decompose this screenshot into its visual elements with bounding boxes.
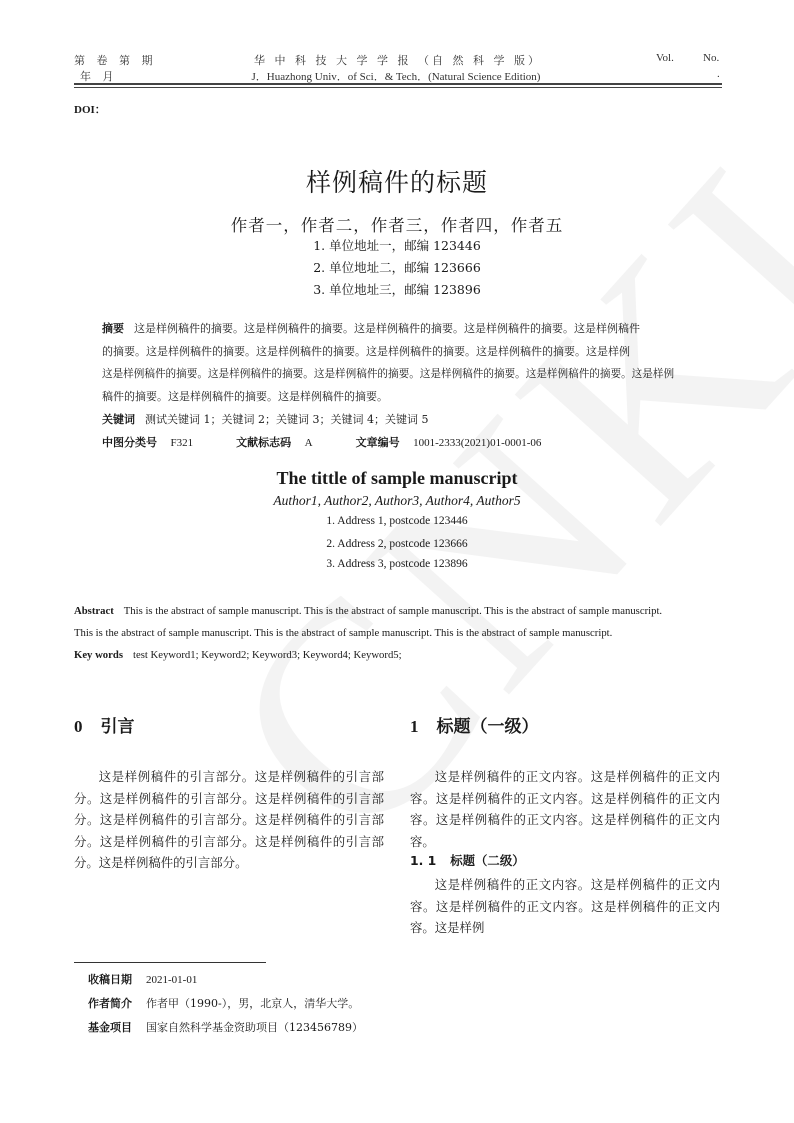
abstract-cn-label: 摘要 xyxy=(102,322,124,335)
abstract-cn-line-2: 的摘要。这是样例稿件的摘要。这是样例稿件的摘要。这是样例稿件的摘要。这是样例稿件的摘要。这是样例 xyxy=(102,344,630,358)
clc-label: 中图分类号 xyxy=(102,435,157,449)
affiliation-en-3: 3. Address 3, postcode 123896 xyxy=(326,558,468,570)
abstract-en-line-1 xyxy=(74,600,734,622)
subsection-1-1-title: 标题（二级） xyxy=(450,853,525,868)
section-0-body: 这是样例稿件的引言部分。这是样例稿件的引言部分。这是样例稿件的引言部分。这是样例稿件的引言部分。这是样例稿件的引言部分。这是样例稿件的引言部分。这是样例稿件的引言部分。这是样例稿件的引言部分。这是样例稿件的引言部分。 xyxy=(74,769,384,871)
article-number-label: 文章编号 xyxy=(355,435,400,449)
section-1-body: 这是样例稿件的正文内容。这是样例稿件的正文内容。这是样例稿件的正文内容。这是样例稿件的正文内容。这是样例稿件的正文内容。这是样例稿件的正文内容。 xyxy=(410,769,720,849)
footnotes xyxy=(88,968,688,1040)
subsection-1-1-body: 这是样例稿件的正文内容。这是样例稿件的正文内容。这是样例稿件的正文内容。这是样例稿件的正文内容。这是样例 xyxy=(410,877,720,936)
received-value: 2021-01-01 xyxy=(146,974,198,986)
title-en: The tittle of sample manuscript xyxy=(276,468,518,488)
abstract-en-label: Abstract xyxy=(74,605,114,617)
subsection-1-1-number: 1. 1 xyxy=(410,853,437,868)
header-issue: 第 卷 第 期 xyxy=(74,54,157,67)
header-journal-cn: 华 中 科 技 大 学 学 报 （自 然 科 学 版） xyxy=(254,54,542,67)
doi-label: DOI： xyxy=(74,104,106,116)
footnote-received xyxy=(88,968,688,992)
header-year-month: 年 月 xyxy=(80,70,118,83)
subsection-1-1-heading xyxy=(410,851,525,869)
title-cn: 样例稿件的标题 xyxy=(305,168,488,197)
section-1-heading xyxy=(410,712,539,737)
keywords-cn xyxy=(102,409,702,432)
abstract-en-text-1: This is the abstract of sample manuscript. This is the abstract of sample manuscript. This is the abstract of sample manuscript. xyxy=(123,605,663,617)
keywords-en-label: Key words xyxy=(74,649,123,661)
keywords-en-text: test Keyword1; Keyword2; Keyword3; Keyword4; Keyword5; xyxy=(132,649,402,661)
abstract-cn-text-1: 这是样例稿件的摘要。这是样例稿件的摘要。这是样例稿件的摘要。这是样例稿件的摘要。这是样例稿件 xyxy=(134,322,640,335)
section-0-number: 0 xyxy=(74,717,83,736)
header-rule-thin xyxy=(74,87,722,88)
doc-code-label: 文献标志码 xyxy=(236,435,292,449)
abstract-cn-line-1 xyxy=(102,318,702,341)
footnote-fund xyxy=(88,1016,688,1040)
abstract-cn-line-3: 这是样例稿件的摘要。这是样例稿件的摘要。这是样例稿件的摘要。这是样例稿件的摘要。这是样例稿件的摘要。这是样例 xyxy=(102,368,675,381)
section-1-title: 标题（一级） xyxy=(436,717,539,737)
fund-value: 国家自然科学基金资助项目（123456789） xyxy=(146,1021,363,1034)
author-bio-label: 作者简介 xyxy=(88,997,132,1010)
affiliation-cn-3: 3. 单位地址三，邮编 123896 xyxy=(313,282,481,297)
header-dot: . xyxy=(717,68,720,80)
affiliation-cn-1: 1. 单位地址一，邮编 123446 xyxy=(313,238,481,253)
section-0-heading xyxy=(74,712,135,737)
header-volume: Vol. xyxy=(656,52,674,64)
clc-value: F321 xyxy=(170,436,194,449)
classification-row xyxy=(102,432,702,455)
abstract-cn xyxy=(102,318,702,454)
author-bio-value: 作者甲（1990-），男，北京人，清华大学。 xyxy=(146,997,360,1010)
article-number-value: 1001-2333(2021)01-0001-06 xyxy=(413,436,542,449)
abstract-en-line-2: This is the abstract of sample manuscript. This is the abstract of sample manuscript. This is the abstract of sample manuscript. xyxy=(74,627,613,639)
fund-label: 基金项目 xyxy=(88,1021,132,1034)
header-rule-thick xyxy=(74,83,722,85)
keywords-cn-label: 关键词 xyxy=(102,412,135,426)
section-1-number: 1 xyxy=(410,717,419,736)
authors-cn: 作者一，作者二，作者三，作者四，作者五 xyxy=(230,216,564,235)
footnote-rule xyxy=(74,962,266,963)
affiliation-en-1: 1. Address 1, postcode 123446 xyxy=(326,515,468,527)
affiliation-cn-2: 2. 单位地址二，邮编 123666 xyxy=(313,260,481,275)
header-journal-en: J．Huazhong Univ．of Sci．& Tech．(Natural Science Edition) xyxy=(251,71,541,83)
footnote-author xyxy=(88,992,688,1016)
doc-code-value: A xyxy=(304,436,313,449)
authors-en: Author1, Author2, Author3, Author4, Author5 xyxy=(273,493,521,508)
section-0-title: 引言 xyxy=(100,717,135,737)
keywords-cn-text: 测试关键词 1；关键词 2；关键词 3；关键词 4；关键词 5 xyxy=(145,412,429,426)
keywords-en xyxy=(74,644,734,666)
header-number: No. xyxy=(703,52,720,64)
received-label: 收稿日期 xyxy=(88,973,132,986)
affiliation-en-2: 2. Address 2, postcode 123666 xyxy=(326,538,468,550)
abstract-cn-line-4: 稿件的摘要。这是样例稿件的摘要。这是样例稿件的摘要。 xyxy=(102,390,388,404)
abstract-en xyxy=(74,600,734,666)
